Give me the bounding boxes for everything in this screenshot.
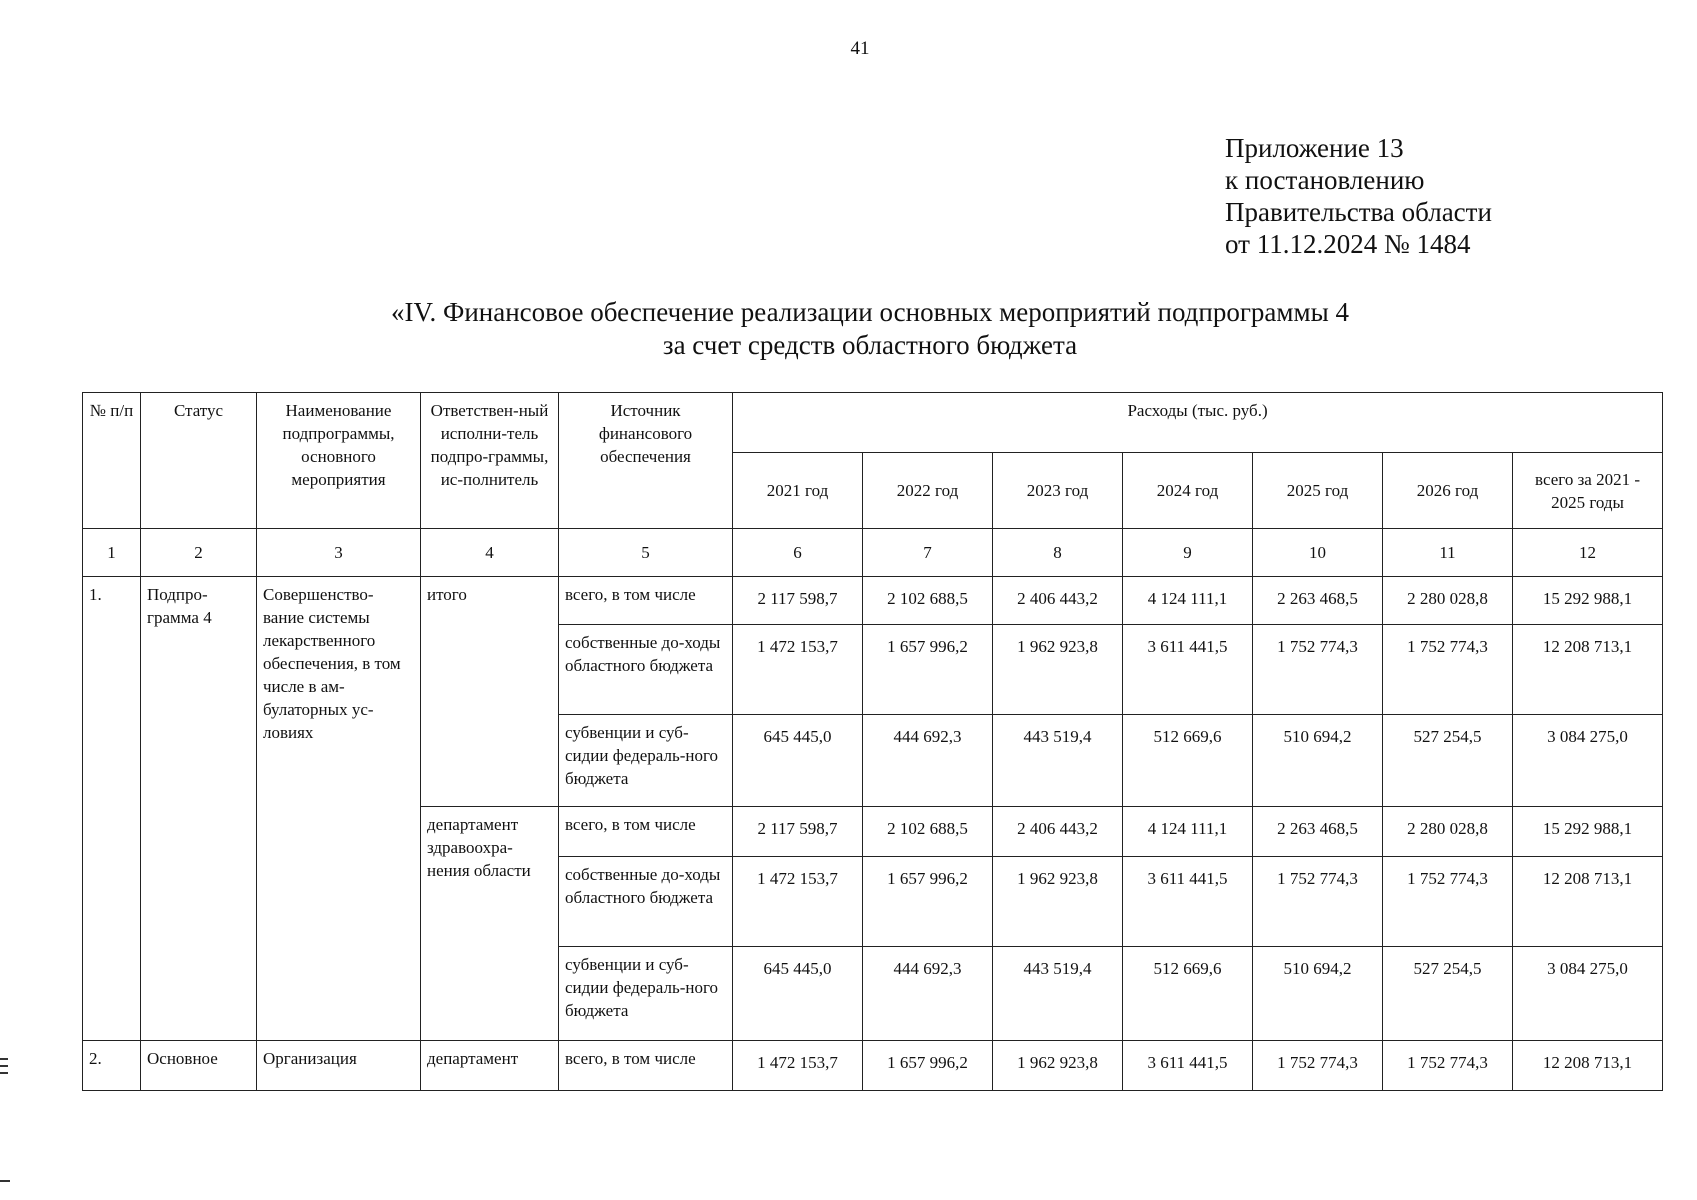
- value-cell: 1 472 153,7: [733, 857, 863, 947]
- header-year: 2026 год: [1383, 453, 1513, 529]
- value-cell: 3 611 441,5: [1123, 625, 1253, 715]
- row-source: субвенции и суб-сидии федераль-ного бюджета: [559, 947, 733, 1041]
- value-cell: 444 692,3: [863, 715, 993, 807]
- row-num: 2.: [83, 1041, 141, 1091]
- value-cell: 1 657 996,2: [863, 625, 993, 715]
- margin-scan-marks: [0, 1058, 10, 1079]
- value-cell: 3 611 441,5: [1123, 857, 1253, 947]
- column-number: 7: [863, 529, 993, 577]
- value-cell: 2 263 468,5: [1253, 807, 1383, 857]
- column-number: 1: [83, 529, 141, 577]
- scan-mark: [0, 1065, 8, 1067]
- value-cell: 12 208 713,1: [1513, 857, 1663, 947]
- value-cell: 4 124 111,1: [1123, 577, 1253, 625]
- value-cell: 2 102 688,5: [863, 807, 993, 857]
- column-number: 2: [141, 529, 257, 577]
- row-name: Организация: [257, 1041, 421, 1091]
- row-source: всего, в том числе: [559, 807, 733, 857]
- row-status: Основное: [141, 1041, 257, 1091]
- title-line: «IV. Финансовое обеспечение реализации основных мероприятий подпрограммы 4: [391, 297, 1349, 327]
- margin-dash: [0, 1180, 10, 1182]
- value-cell: 4 124 111,1: [1123, 807, 1253, 857]
- value-cell: 1 752 774,3: [1253, 1041, 1383, 1091]
- header-expenses: Расходы (тыс. руб.): [733, 393, 1663, 453]
- value-cell: 2 102 688,5: [863, 577, 993, 625]
- value-cell: 15 292 988,1: [1513, 577, 1663, 625]
- value-cell: 443 519,4: [993, 715, 1123, 807]
- column-number: 12: [1513, 529, 1663, 577]
- value-cell: 527 254,5: [1383, 715, 1513, 807]
- header-executor: Ответствен-ный исполни-тель подпро-граммы, ис-полнитель: [421, 393, 559, 529]
- value-cell: 2 406 443,2: [993, 807, 1123, 857]
- scan-mark: [0, 1072, 8, 1074]
- row-source: собственные до-ходы областного бюджета: [559, 625, 733, 715]
- row-source: всего, в том числе: [559, 577, 733, 625]
- appendix-line: от 11.12.2024 № 1484: [1225, 229, 1471, 259]
- value-cell: 645 445,0: [733, 715, 863, 807]
- value-cell: 510 694,2: [1253, 947, 1383, 1041]
- header-year: 2022 год: [863, 453, 993, 529]
- value-cell: 1 752 774,3: [1383, 625, 1513, 715]
- appendix-line: Приложение 13: [1225, 133, 1404, 163]
- column-number: 8: [993, 529, 1123, 577]
- value-cell: 1 962 923,8: [993, 1041, 1123, 1091]
- title-line: за счет средств областного бюджета: [662, 330, 1078, 360]
- appendix-line: Правительства области: [1225, 197, 1492, 227]
- value-cell: 2 117 598,7: [733, 577, 863, 625]
- column-number: 11: [1383, 529, 1513, 577]
- value-cell: 1 657 996,2: [863, 1041, 993, 1091]
- column-number: 9: [1123, 529, 1253, 577]
- value-cell: 12 208 713,1: [1513, 625, 1663, 715]
- value-cell: 2 263 468,5: [1253, 577, 1383, 625]
- value-cell: 3 611 441,5: [1123, 1041, 1253, 1091]
- value-cell: 1 962 923,8: [993, 857, 1123, 947]
- header-source: Источник финансового обеспечения: [559, 393, 733, 529]
- appendix-line: к постановлению: [1225, 165, 1425, 195]
- row-name: Совершенство-вание системы лекарственного обеспечения, в том числе в ам-булаторных ус-ловиях: [257, 577, 421, 1041]
- value-cell: 1 657 996,2: [863, 857, 993, 947]
- value-cell: 1 752 774,3: [1383, 1041, 1513, 1091]
- header-status: Статус: [141, 393, 257, 529]
- scan-mark: [0, 1058, 8, 1060]
- value-cell: 2 406 443,2: [993, 577, 1123, 625]
- column-numbers-row: [83, 529, 1663, 577]
- row-executor: итого: [421, 577, 559, 807]
- column-number: 4: [421, 529, 559, 577]
- table-row: [83, 1041, 1663, 1091]
- value-cell: 510 694,2: [1253, 715, 1383, 807]
- value-cell: 1 472 153,7: [733, 1041, 863, 1091]
- budget-table: [82, 392, 1663, 1091]
- value-cell: 444 692,3: [863, 947, 993, 1041]
- appendix-block: [1225, 132, 1492, 260]
- row-num: 1.: [83, 577, 141, 1041]
- column-number: 6: [733, 529, 863, 577]
- value-cell: 512 669,6: [1123, 715, 1253, 807]
- value-cell: 3 084 275,0: [1513, 947, 1663, 1041]
- value-cell: 12 208 713,1: [1513, 1041, 1663, 1091]
- row-status: Подпро-грамма 4: [141, 577, 257, 1041]
- header-year: 2025 год: [1253, 453, 1383, 529]
- value-cell: 3 084 275,0: [1513, 715, 1663, 807]
- value-cell: 2 280 028,8: [1383, 577, 1513, 625]
- header-total: всего за 2021 - 2025 годы: [1513, 453, 1663, 529]
- value-cell: 2 280 028,8: [1383, 807, 1513, 857]
- value-cell: 1 472 153,7: [733, 625, 863, 715]
- column-number: 3: [257, 529, 421, 577]
- header-year: 2021 год: [733, 453, 863, 529]
- document-title: [260, 296, 1480, 362]
- header-num: № п/п: [83, 393, 141, 529]
- column-number: 5: [559, 529, 733, 577]
- value-cell: 1 752 774,3: [1383, 857, 1513, 947]
- value-cell: 527 254,5: [1383, 947, 1513, 1041]
- row-executor: департамент здравоохра-нения области: [421, 807, 559, 1041]
- row-executor: департамент: [421, 1041, 559, 1091]
- header-year: 2024 год: [1123, 453, 1253, 529]
- value-cell: 1 752 774,3: [1253, 857, 1383, 947]
- value-cell: 15 292 988,1: [1513, 807, 1663, 857]
- value-cell: 512 669,6: [1123, 947, 1253, 1041]
- page-number: 41: [850, 38, 870, 59]
- value-cell: 645 445,0: [733, 947, 863, 1041]
- value-cell: 1 962 923,8: [993, 625, 1123, 715]
- value-cell: 2 117 598,7: [733, 807, 863, 857]
- column-number: 10: [1253, 529, 1383, 577]
- value-cell: 1 752 774,3: [1253, 625, 1383, 715]
- header-year: 2023 год: [993, 453, 1123, 529]
- value-cell: 443 519,4: [993, 947, 1123, 1041]
- header-name: Наименование подпрограммы, основного мероприятия: [257, 393, 421, 529]
- row-source: субвенции и суб-сидии федераль-ного бюджета: [559, 715, 733, 807]
- row-source: всего, в том числе: [559, 1041, 733, 1091]
- table-row: [83, 577, 1663, 625]
- row-source: собственные до-ходы областного бюджета: [559, 857, 733, 947]
